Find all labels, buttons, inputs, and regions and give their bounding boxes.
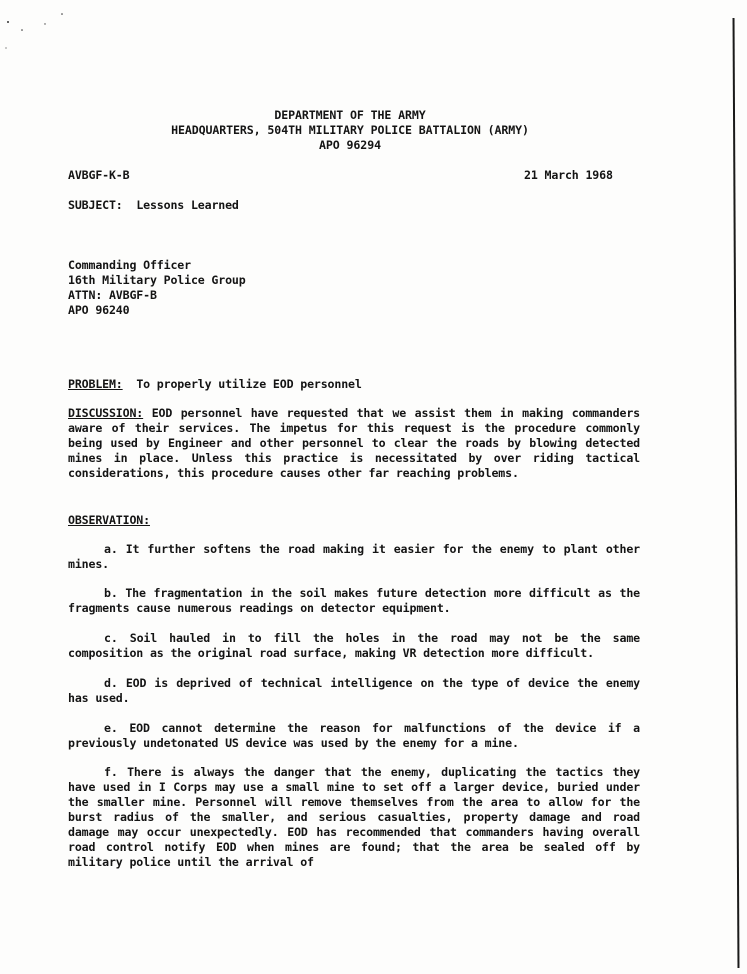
subject-text: Lessons Learned bbox=[136, 198, 239, 212]
item-marker: a. bbox=[104, 542, 118, 556]
letterhead-headquarters: HEADQUARTERS, 504TH MILITARY POLICE BATTALION (ARMY) bbox=[171, 123, 529, 137]
observation-item-d bbox=[68, 676, 640, 706]
item-text: Soil hauled in to fill the holes in the road may not be the same composition as the original road surface, making VR detection more difficult. bbox=[68, 631, 640, 660]
item-text: EOD cannot determine the reason for malfunctions of the device if a previously undetonated US device was used by the enemy for a mine. bbox=[68, 721, 640, 750]
item-marker: d. bbox=[104, 676, 118, 690]
subject-label: SUBJECT: bbox=[68, 198, 123, 212]
observation-item-c bbox=[68, 631, 640, 661]
item-text: EOD is deprived of technical intelligence on the type of device the enemy has used. bbox=[68, 676, 640, 705]
address-line-1: Commanding Officer bbox=[68, 258, 191, 272]
page-edge-line bbox=[733, 18, 740, 968]
observation-label: OBSERVATION: bbox=[68, 513, 150, 527]
item-marker: f. bbox=[104, 765, 118, 779]
observation-item-a bbox=[68, 542, 640, 572]
discussion-text: EOD personnel have requested that we assist them in making commanders aware of their services. The impetus for this request is the procedure commonly being used by Engineer and other personnel to clear the roads by blowing detected mines in place. Unless this practice is necessitated by over riding tactical considerations, this procedure causes other far reaching problems. bbox=[68, 406, 640, 480]
problem-label: PROBLEM: bbox=[68, 377, 123, 391]
discussion-label: DISCUSSION: bbox=[68, 406, 144, 420]
item-text: There is always the danger that the enemy, duplicating the tactics they have used in I Corps may use a small mine to set off a larger device, buried under the smaller mine. Personnel will remove themselves from the area to allow for the burst radius of the smaller, and serious casualties, property damage and road damage may occur unexpectedly. EOD has recommended that commanders having overall road control notify EOD when mines are found; that the area be sealed off by military police until the arrival of bbox=[68, 765, 640, 869]
letterhead-apo: APO 96294 bbox=[319, 138, 381, 152]
subject-line bbox=[68, 198, 239, 213]
discussion-paragraph bbox=[68, 406, 640, 481]
item-text: It further softens the road making it easier for the enemy to plant other mines. bbox=[68, 542, 640, 571]
observation-item-e bbox=[68, 721, 640, 751]
problem-text: To properly utilize EOD personnel bbox=[136, 377, 362, 391]
observation-item-b bbox=[68, 586, 640, 616]
item-marker: b. bbox=[104, 586, 118, 600]
letter-date: 21 March 1968 bbox=[524, 168, 613, 182]
address-line-3: ATTN: AVBGF-B bbox=[68, 288, 157, 302]
item-marker: c. bbox=[104, 631, 118, 645]
address-line-2: 16th Military Police Group bbox=[68, 273, 246, 287]
item-text: The fragmentation in the soil makes future detection more difficult as the fragments cause numerous readings on detector equipment. bbox=[68, 586, 640, 615]
reference-code: AVBGF-K-B bbox=[68, 168, 130, 182]
problem-line bbox=[68, 377, 362, 392]
address-line-4: APO 96240 bbox=[68, 303, 130, 317]
letterhead-department: DEPARTMENT OF THE ARMY bbox=[274, 108, 426, 122]
observation-item-f bbox=[68, 765, 640, 870]
item-marker: e. bbox=[104, 721, 118, 735]
